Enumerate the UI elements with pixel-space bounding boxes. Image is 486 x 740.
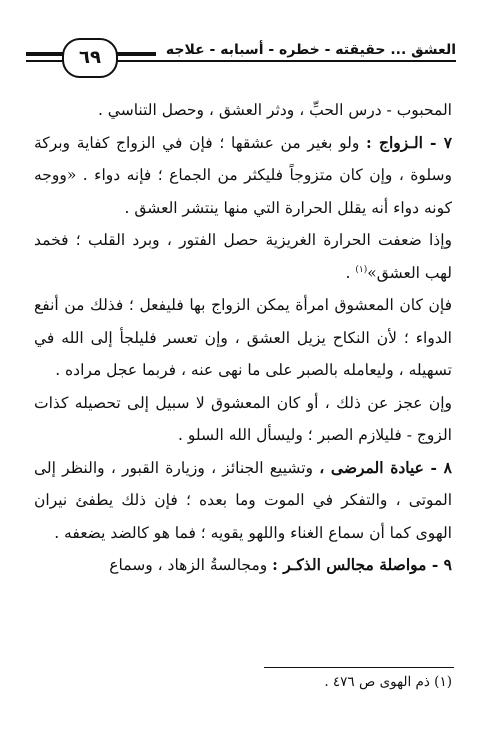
item9-heading: ٩ - مواصلة مجالس الذكـر : [272,555,452,574]
item7-text: ولو بغير من عشقها ؛ فإن في الزواج كفاية وبركة وسلوة ، وإن كان متزوجاً فليكثر من الجماع ؛ فإنه دواء . «ووجه كونه دواء أنه يقلل الحرارة التي منها ينتشر العشق . [34,133,452,217]
item8-text: وتشييع الجنائز ، وزيارة القبور ، والنظر إلى الموتى ، والتفكر في الموت وما بعده ؛ فإن ذلك يطفئ نيران الهوى كما أن سماع الغناء واللهو يقويه ؛ فما هو كالضد يضعفه . [34,458,452,542]
page-number: ٦٩ [62,38,118,78]
paragraph-item9 [34,549,452,582]
footnote-divider [264,667,454,668]
weak-heat-text: وإذا ضعفت الحرارة الغريزية حصل الفتور ، وبرد القلب ؛ فخمد لهب العشق» [34,231,452,282]
item9-text: ومجالسةُ الزهاد ، وسماع [109,556,273,574]
paragraph-item7 [34,127,452,225]
paragraph-item8 [34,452,452,550]
body-text [34,94,452,582]
footnote: (١) ذم الهوى ص ٤٧٦ . [324,674,452,690]
item8-heading: ٨ - عيادة المرضى ، [319,457,452,477]
page-header [26,38,456,80]
paragraph-weak-heat: وإذا ضعفت الحرارة الغريزية حصل الفتور ، وبرد القلب ؛ فخمد لهب العشق»$^{(١)}$ . [34,231,452,282]
running-title: العشق ... حقيقته - خطره - أسبابه - علاجه [156,42,456,58]
footnote-reference: (١) [355,264,368,275]
item7-heading: ٧ - الـزواج : [366,132,453,152]
paragraph-line1: المحبوب - درس الحبِّ ، ودثر العشق ، وحصل التناسي . [97,101,452,119]
paragraph-unable: وإن عجز عن ذلك ، أو كان المعشوق لا سبيل إلى تحصيله كذات الزوج - فليلازم الصبر ؛ وليسأل الله السلو . [34,393,452,444]
paragraph-marriage: فإن كان المعشوق امرأة يمكن الزواج بها فليفعل ؛ فذلك من أنفع الدواء ؛ لأن النكاح يزيل العشق ، وإن تعسر فليلجأ إلى الله في تسهيله ، وليعامله بالصبر على ما نهى عنه ، فربما عجل مراده . [34,296,452,379]
